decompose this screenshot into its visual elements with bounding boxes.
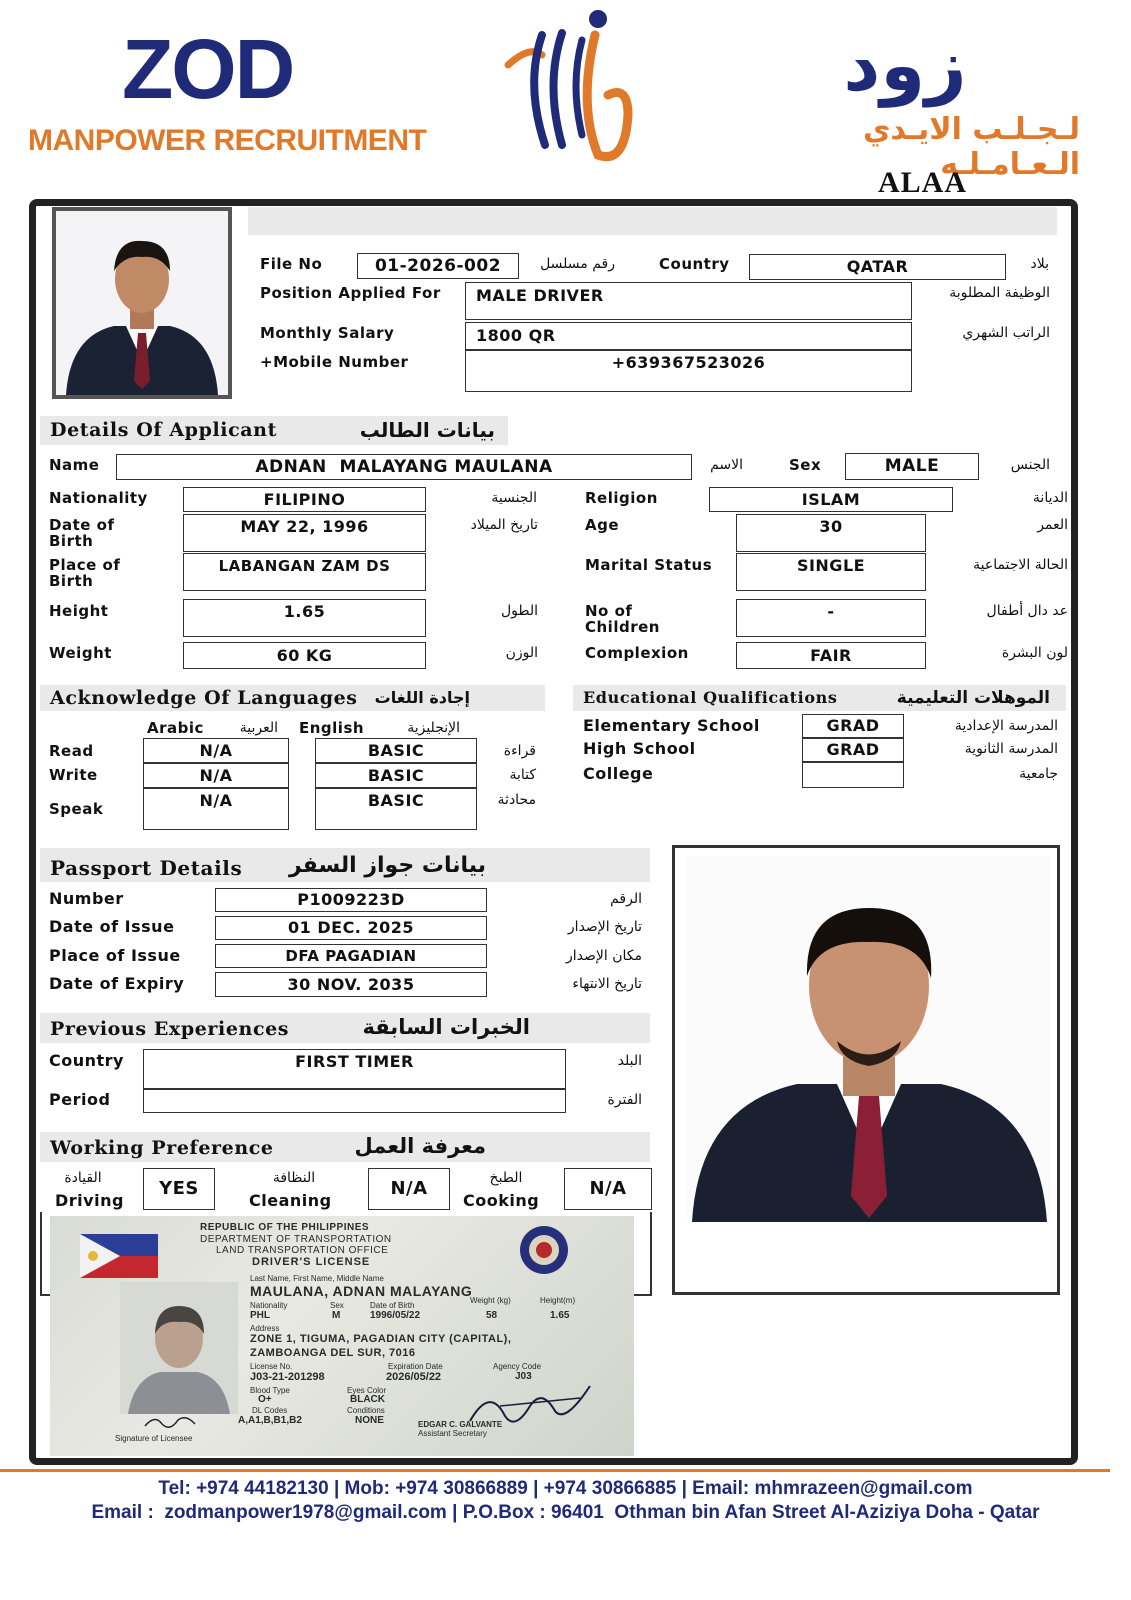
passport-issue-value: 01 DEC. 2025 [215,916,487,940]
passport-expiry-value: 30 NOV. 2035 [215,972,487,997]
license-line1: REPUBLIC OF THE PHILIPPINES [200,1222,370,1233]
pob-label: Place of Birth [49,556,121,590]
age-label: Age [585,516,620,534]
license-name: MAULANA, ADNAN MALAYANG [250,1283,473,1299]
children-value: - [736,599,926,637]
file-no-value: 01-2026-002 [357,253,519,279]
license-cond-caption: Conditions [347,1406,385,1415]
arabic-col-label-ar: العربية [239,720,278,736]
dob-value: MAY 22, 1996 [183,514,426,552]
edu-highschool-label-ar: المدرسة الثانوية [964,741,1058,757]
license-blood-caption: Blood Type [250,1386,290,1395]
name-value: ADNAN MALAYANG MAULANA [116,454,692,480]
license-height-caption: Height(m) [540,1296,576,1305]
license-blood: O+ [258,1394,272,1405]
age-value: 30 [736,514,926,552]
education-section-title: Educational Qualifications [573,685,1066,711]
cleaning-label: Cleaning [249,1191,332,1210]
marital-value: SINGLE [736,553,926,591]
salary-label: Monthly Salary [260,324,395,342]
edu-highschool-value: GRAD [802,738,904,762]
lang-write-english: BASIC [315,763,477,788]
preference-section-title-ar: معرفة العمل [354,1134,486,1158]
complexion-value: FAIR [736,642,926,669]
license-sex: M [332,1310,341,1321]
license-height: 1.65 [550,1310,570,1321]
experience-period-value [143,1089,566,1113]
license-nat: PHL [250,1310,270,1321]
lang-speak-english: BASIC [315,788,477,830]
license-line2: DEPARTMENT OF TRANSPORTATION [200,1234,392,1245]
experience-section-title-ar: الخبرات السابقة [362,1015,530,1039]
nationality-label-ar: الجنسية [491,490,537,506]
passport-issue-label: Date of Issue [49,917,175,936]
licensee-signature-icon [140,1412,200,1432]
english-col-label: English [299,719,365,737]
applicant-photo-small [52,207,232,399]
experience-country-label-ar: البلد [617,1053,642,1069]
weight-label: Weight [49,644,112,662]
religion-label-ar: الديانة [1032,490,1068,506]
license-address-1: ZONE 1, TIGUMA, PAGADIAN CITY (CAPITAL), [250,1333,512,1345]
passport-place-label-ar: مكان الإصدار [566,948,642,964]
children-label: No of Children [585,602,660,636]
license-eyes-caption: Eyes Color [347,1386,387,1395]
name-label-ar: الاسم [710,457,743,473]
languages-section-title-ar: إجادة اللغات [374,688,470,707]
license-signer: EDGAR C. GALVANTE [418,1420,503,1429]
lang-read-label-ar: قراءة [503,743,536,759]
edu-highschool-label: High School [583,739,696,758]
lang-write-label: Write [49,766,98,784]
lto-seal-icon [518,1224,570,1276]
footer-contact-line-2: Email : zodmanpower1978@gmail.com | P.O.Box : 96401 Othman bin Afan Street Al-Aziziya Doha - Qatar [91,1502,1040,1523]
mobile-value: +639367523026 [465,350,912,392]
lang-speak-label-ar: محادثة [497,792,536,808]
edu-college-value [802,762,904,788]
experience-section-title: Previous Experiences [40,1013,650,1043]
languages-section-title: Acknowledge Of Languages [40,685,545,711]
marital-label: Marital Status [585,556,713,574]
cooking-value: N/A [564,1168,652,1210]
height-label: Height [49,602,109,620]
edu-college-label-ar: جامعية [1019,766,1058,782]
passport-place-value: DFA PAGADIAN [215,944,487,968]
brand-name: ZOD [122,22,294,116]
country-label-ar: بلاد [1030,256,1049,272]
english-col-label-ar: الإنجليزية [407,720,460,736]
passport-issue-label-ar: تاريخ الإصدار [567,919,642,935]
file-no-label-ar: رقم مسلسل [540,256,615,272]
license-agency-caption: Agency Code [493,1362,542,1371]
nationality-value: FILIPINO [183,487,426,512]
passport-section-title: Passport Details [40,848,650,882]
file-no-label: File No [260,255,323,273]
license-line3: LAND TRANSPORTATION OFFICE [216,1245,389,1256]
dob-label: Date of Birth [49,516,115,550]
sex-label-ar: الجنس [1010,457,1050,473]
license-weight: 58 [486,1310,498,1321]
footer-divider [0,1469,1110,1472]
sex-value: MALE [845,453,979,480]
passport-number-label: Number [49,889,124,908]
pob-value: LABANGAN ZAM DS [183,553,426,591]
edu-elementary-label: Elementary School [583,716,760,735]
nationality-label: Nationality [49,489,148,507]
mobile-label: +Mobile Number [260,353,409,371]
position-label: Position Applied For [260,284,441,302]
passport-place-label: Place of Issue [49,946,181,965]
name-label: Name [49,456,100,474]
experience-period-label: Period [49,1090,111,1109]
license-eyes: BLACK [350,1394,385,1405]
cooking-label-ar: الطبخ [489,1170,523,1186]
driving-label-ar: القيادة [64,1170,102,1186]
country-value: QATAR [749,254,1006,280]
experience-country-label: Country [49,1051,124,1070]
license-exp-caption: Expiration Date [388,1362,443,1371]
license-dob: 1996/05/22 [370,1310,421,1321]
applicant-photo-large [672,845,1060,1295]
license-no-caption: License No. [250,1362,293,1371]
cleaning-label-ar: النظافة [272,1170,316,1186]
passport-section-title-ar: بيانات جواز السفر [288,853,486,878]
license-nat-caption: Nationality [250,1301,288,1310]
license-weight-caption: Weight (kg) [470,1296,511,1305]
edu-college-label: College [583,764,654,783]
position-label-ar: الوظيفة المطلوبة [949,285,1050,301]
passport-number-value: P1009223D [215,888,487,912]
header-grey-band [248,207,1057,235]
applicant-section-title: Details Of Applicant [40,416,508,445]
license-address-caption: Address [250,1324,280,1333]
weight-label-ar: الوزن [505,645,538,661]
license-dob-caption: Date of Birth [370,1301,415,1310]
marital-label-ar: الحالة الاجتماعية [973,557,1068,573]
passport-number-label-ar: الرقم [610,891,642,907]
license-cond: NONE [355,1415,384,1426]
license-sig-caption: Signature of Licensee [115,1434,193,1443]
license-sex-caption: Sex [330,1301,344,1310]
brand-subtitle: MANPOWER RECRUITMENT [28,124,427,157]
driving-label: Driving [55,1191,124,1210]
complexion-label-ar: لون البشرة [1001,645,1068,661]
cooking-label: Cooking [463,1191,540,1210]
arabic-col-label: Arabic [147,719,204,737]
cleaning-value: N/A [368,1168,450,1210]
license-dl: A,A1,B,B1,B2 [238,1415,302,1426]
lang-read-english: BASIC [315,738,477,763]
preference-section-title: Working Preference [40,1132,650,1162]
edu-elementary-label-ar: المدرسة الإعدادية [954,718,1058,734]
dob-label-ar: تاريخ الميلاد [470,517,538,533]
driving-value: YES [143,1168,215,1210]
lang-write-arabic: N/A [143,763,289,788]
edu-elementary-value: GRAD [802,714,904,738]
position-value: MALE DRIVER [465,282,912,320]
lang-speak-label: Speak [49,800,104,818]
passport-expiry-label-ar: تاريخ الانتهاء [572,976,642,992]
salary-label-ar: الراتب الشهري [962,325,1050,341]
license-name-caption: Last Name, First Name, Middle Name [250,1274,384,1283]
children-label-ar: عد دال أطفال [986,603,1068,619]
license-line4: DRIVER'S LICENSE [252,1256,371,1268]
age-label-ar: العمر [1037,517,1068,533]
sex-label: Sex [789,456,822,474]
religion-label: Religion [585,489,658,507]
brand-arabic-tagline: لـجـلـب الايـدي الـعـامـلـه [862,112,1080,182]
philippine-flag-icon [80,1234,158,1278]
lang-speak-arabic: N/A [143,788,289,830]
brand-arabic-name: زود [843,23,967,107]
footer-contact-line-1: Tel: +974 44182130 | Mob: +974 30866889 | +974 30866885 | Email: mhmrazeen@gmail.com [158,1478,973,1499]
lang-write-label-ar: كتابة [509,767,536,783]
agent-name: ALAA [878,166,968,199]
applicant-section-title-ar: بيانات الطالب [359,418,495,442]
complexion-label: Complexion [585,644,689,662]
religion-value: ISLAM [709,487,953,512]
lang-read-label: Read [49,742,94,760]
passport-expiry-label: Date of Expiry [49,974,185,993]
experience-period-label-ar: الفترة [607,1092,642,1108]
experience-country-value: FIRST TIMER [143,1049,566,1089]
height-label-ar: الطول [500,603,538,619]
lang-read-arabic: N/A [143,738,289,763]
drivers-license-image [50,1216,634,1456]
education-section-title-ar: الموهلات التعليمية [896,688,1050,708]
salary-value: 1800 QR [465,322,912,350]
license-address-2: ZAMBOANGA DEL SUR, 7016 [250,1347,416,1359]
license-signer-title: Assistant Secretary [418,1429,487,1438]
license-no: J03-21-201298 [250,1371,325,1383]
country-label: Country [659,255,730,273]
weight-value: 60 KG [183,642,426,669]
height-value: 1.65 [183,599,426,637]
brand-logo-icon [500,5,640,175]
license-photo [120,1282,238,1414]
license-agency: J03 [515,1371,532,1382]
license-exp: 2026/05/22 [386,1371,442,1383]
license-dl-caption: DL Codes [252,1406,288,1415]
